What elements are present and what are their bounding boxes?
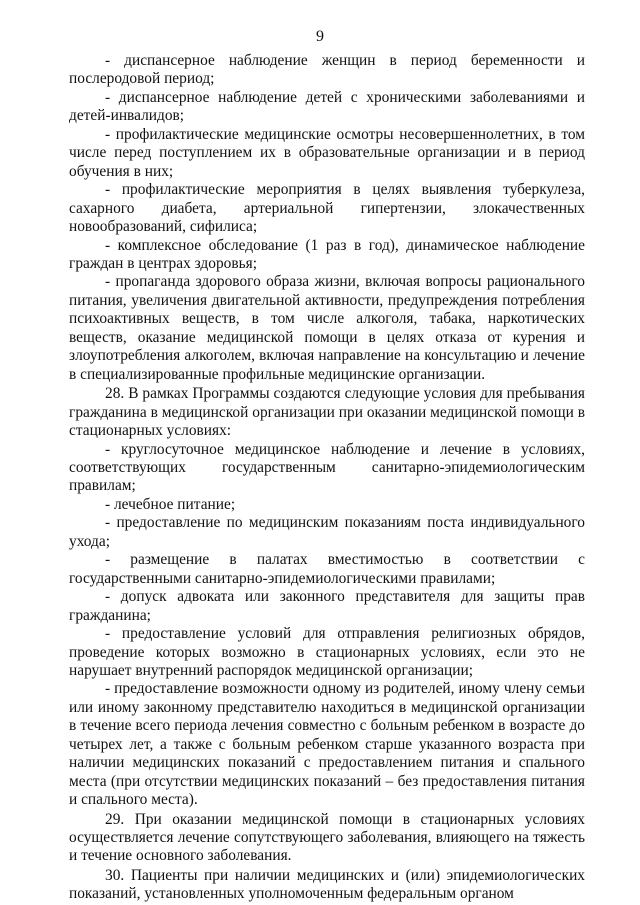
paragraph-prenatal-observation: - диспансерное наблюдение женщин в период беременности и послеродовой период; — [69, 52, 585, 88]
paragraph-ward-placement: - размещение в палатах вместимостью в соответствии с государственными санитарно-эпидемиологическими правилами; — [69, 551, 585, 587]
page-number: 9 — [316, 28, 324, 45]
paragraph-minor-checkups: - профилактические медицинские осмотры несовершеннолетних, в том числе перед поступлением их в образовательные организации и в период обучения в них; — [69, 125, 585, 180]
paragraph-diet-food: - лечебное питание; — [105, 495, 236, 513]
paragraph-prevention-measures: - профилактические мероприятия в целях выявления туберкулеза, сахарного диабета, артериальной гипертензии, злокачественных новообразований, сифилиса; — [69, 181, 585, 236]
document-body — [69, 52, 585, 904]
paragraph-child-observation: - диспансерное наблюдение детей с хроническими заболеваниями и детей-инвалидов; — [69, 88, 585, 125]
paragraph-individual-care: - предоставление по медицинским показаниям поста индивидуального ухода; — [69, 514, 585, 550]
paragraph-health-centers: - комплексное обследование (1 раз в год), динамическое наблюдение граждан в центрах здоровья; — [69, 236, 585, 272]
paragraph-section-29: 29. При оказании медицинской помощи в стационарных условиях осуществляется лечение сопутствующего заболевания, влияющего на тяжесть и течение основного заболевания. — [69, 810, 585, 865]
paragraph-lawyer-access: - допуск адвоката или законного представителя для защиты прав гражданина; — [69, 588, 585, 624]
paragraph-parent-stay: - предоставление возможности одному из родителей, иному члену семьи или иному законному представителю находиться в медицинской организации в течение всего периода лечения совместно с больным ребенком в возрасте до четырех лет, а также с больным ребенком старше указанного возраста при наличии медицинских показаний с предоставлением питания и спального места (при отсутствии медицинских показаний – без предоставления питания и спального места). — [69, 680, 585, 809]
paragraph-healthy-lifestyle: - пропаганда здорового образа жизни, включая вопросы рационального питания, увеличения двигательной активности, предупреждения потребления психоактивных веществ, в том числе алкоголя, табака, наркотических веществ, оказание медицинской помощи в целях отказа от курения и злоупотребления алкоголем, включая направление на консультацию и лечение в специализированные профильные медицинские организации. — [69, 273, 585, 383]
paragraph-religious-rites: - предоставление условий для отправления религиозных обрядов, проведение которых возможно в стационарных условиях, если это не нарушает внутренний распорядок медицинской организации; — [69, 625, 585, 679]
paragraph-section-30: 30. Пациенты при наличии медицинских и (или) эпидемиологических показаний, установленных уполномоченным федеральным органом — [69, 866, 585, 903]
paragraph-section-28: 28. В рамках Программы создаются следующие условия для пребывания гражданина в медицинской организации при оказании медицинской помощи в стационарных условиях: — [69, 385, 585, 440]
paragraph-round-clock-care: - круглосуточное медицинское наблюдение и лечение в условиях, соответствующих государственным санитарно-эпидемиологическим правилам; — [69, 440, 585, 495]
